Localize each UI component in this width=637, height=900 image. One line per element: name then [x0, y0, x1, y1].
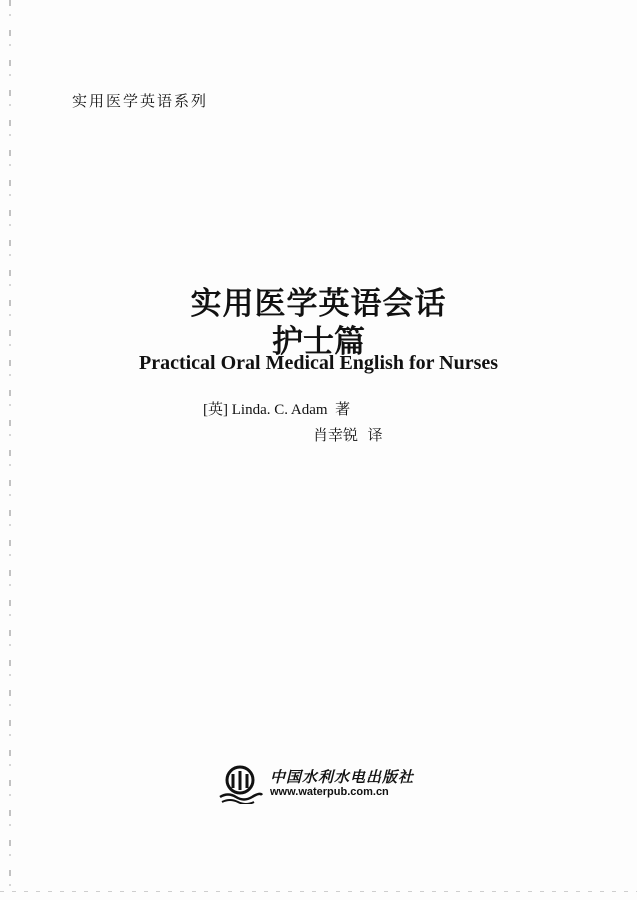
translator-name: 肖幸锐	[313, 426, 359, 444]
author-nationality: [英]	[203, 402, 228, 418]
scan-edge-left	[9, 0, 11, 900]
subtitle-chinese: 护士篇	[272, 324, 365, 360]
author-line	[203, 398, 350, 419]
title-chinese: 实用医学英语会话	[190, 286, 447, 322]
waterpub-logo-icon	[216, 764, 264, 804]
series-name: 实用医学英语系列	[72, 92, 209, 110]
scan-edge-bottom	[0, 891, 637, 892]
author-name: Linda. C. Adam	[231, 402, 328, 418]
author-role: 著	[335, 400, 351, 418]
title-english: Practical Oral Medical English for Nurses	[138, 352, 499, 374]
translator-line	[313, 424, 383, 445]
publisher-name: 中国水利水电出版社	[270, 768, 415, 786]
translator-role: 译	[367, 426, 383, 444]
publisher-url: www.waterpub.com.cn	[270, 786, 389, 798]
publisher-block	[216, 764, 416, 804]
